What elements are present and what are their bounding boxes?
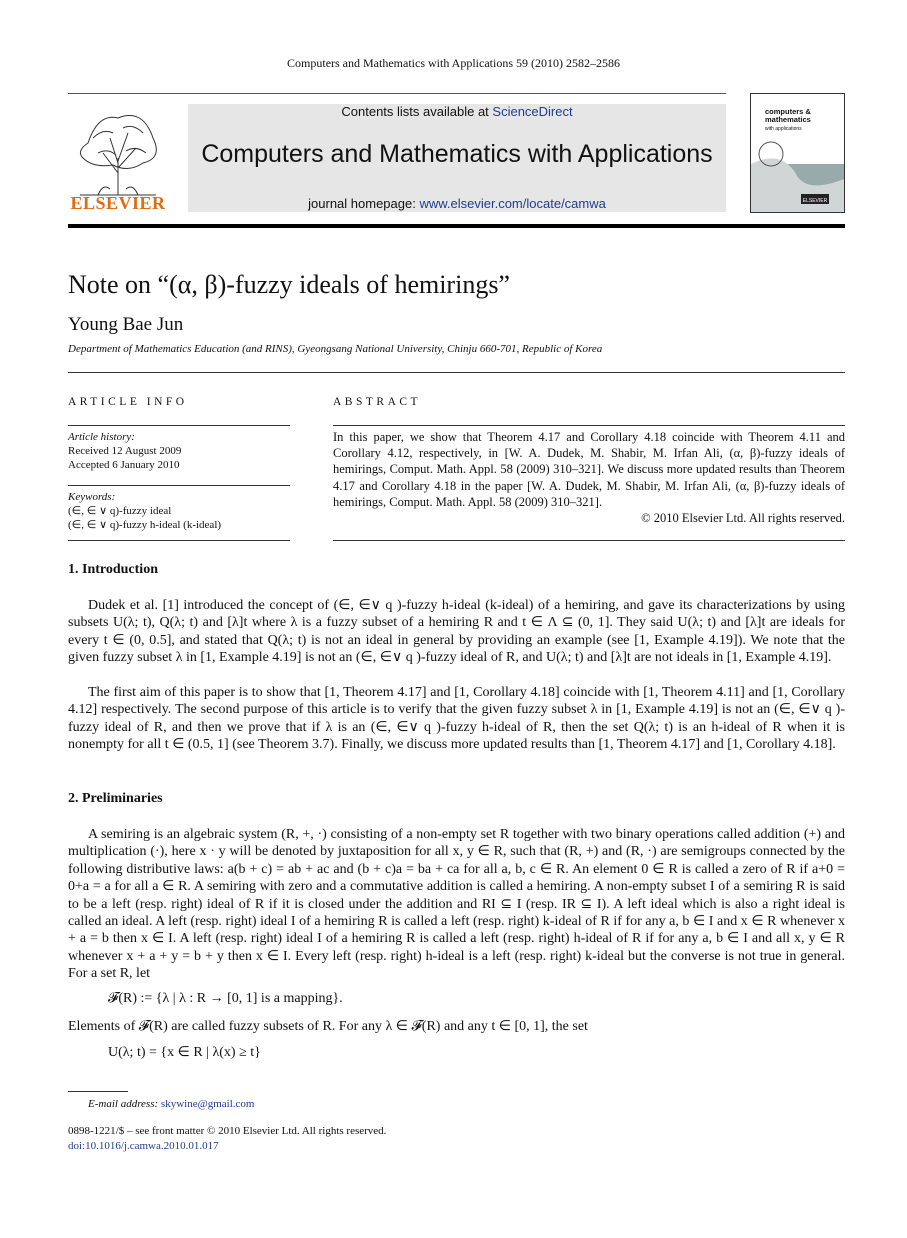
cover-subtitle: with applications xyxy=(765,126,802,132)
sciencedirect-link[interactable]: ScienceDirect xyxy=(492,104,573,119)
masthead-rule xyxy=(68,224,845,228)
article-title: Note on “(α, β)-fuzzy ideals of hemirings” xyxy=(68,270,510,299)
paragraph: Dudek et al. [1] introduced the concept of (∈, ∈∨ q )-fuzzy h-ideal (k-ideal) of a hemiring, and gave its characterizations by using subsets U(λ; t), Q(λ; t) and [λ]t where λ is a fuzzy subset of a hemiring R and t ∈ Λ ⊆ (0, 1]. They said U(λ; t) and [λ]t are ideals for every t ∈ (0, 0.5], and stated that Q(λ; t) is not an ideal in general by providing an example (see [1, Example 4.19]). We note that the given fuzzy subset λ in [1, Example 4.19] is not an (∈, ∈∨ q )-fuzzy ideal of R, and U(λ; t) and [λ]t are not ideals in [1, Example 4.19]. xyxy=(68,598,845,666)
abstract-rule xyxy=(333,425,845,426)
equation: 𝓕(R) := {λ | λ : R → [0, 1] is a mapping}. xyxy=(108,991,343,1006)
running-citation: Computers and Mathematics with Applications 59 (2010) 2582–2586 xyxy=(287,56,620,70)
journal-name: Computers and Mathematics with Applications xyxy=(201,140,713,168)
equation: U(λ; t) = {x ∈ R | λ(x) ≥ t} xyxy=(108,1045,261,1060)
homepage-line xyxy=(188,196,726,211)
keyword: (∈, ∈ ∨ q)-fuzzy h-ideal (k-ideal) xyxy=(68,519,222,532)
journal-masthead xyxy=(68,93,845,221)
abstract-body xyxy=(333,429,845,526)
keywords-label: Keywords: xyxy=(68,491,116,503)
author-email xyxy=(88,1098,254,1110)
history-label: Article history: xyxy=(68,431,135,443)
article-author: Young Bae Jun xyxy=(68,314,184,335)
contents-prefix: Contents lists available at xyxy=(341,104,493,119)
received-date: Received 12 August 2009 xyxy=(68,445,182,458)
journal-cover-image xyxy=(750,93,845,213)
email-link[interactable]: skywine@gmail.com xyxy=(160,1098,255,1110)
abstract-heading: ABSTRACT xyxy=(333,396,422,408)
info-rule xyxy=(68,485,290,486)
section-heading: 1. Introduction xyxy=(68,562,158,577)
affiliation-rule xyxy=(68,372,845,373)
info-rule xyxy=(68,425,290,426)
paragraph: The first aim of this paper is to show that [1, Theorem 4.17] and [1, Corollary 4.18] coincide with [1, Theorem 4.11] and [1, Corollary 4.12] respectively. The second purpose of this article is to verify that the given fuzzy subset λ in [1, Example 4.19] is not an (∈, ∈∨ q )-fuzzy ideal of R, and then we prove that if λ is an (∈, ∈∨ q )-fuzzy h-ideal of R, then the set Q(λ; t) is an h-ideal of R when it is nonempty for all t ∈ (0.5, 1] (see Theorem 3.7). Finally, we discuss more updated results than [1, Theorem 4.17] and [1, Corollary 4.18]. xyxy=(68,685,845,753)
front-matter-notice: 0898-1221/$ – see front matter © 2010 Elsevier Ltd. All rights reserved. xyxy=(68,1125,387,1137)
journal-banner xyxy=(188,104,726,212)
abstract-bottom-rule xyxy=(333,540,845,541)
keywords xyxy=(68,490,221,533)
author-affiliation: Department of Mathematics Education (and RINS), Gyeongsang National University, Chinju 660-701, Republic of Korea xyxy=(68,343,603,355)
section-heading: 2. Preliminaries xyxy=(68,791,163,806)
article-info-heading: ARTICLE INFO xyxy=(68,396,188,408)
accepted-date: Accepted 6 January 2010 xyxy=(68,459,180,472)
homepage-link[interactable]: www.elsevier.com/locate/camwa xyxy=(419,196,606,211)
homepage-prefix: journal homepage: xyxy=(308,196,420,211)
paragraph: A semiring is an algebraic system (R, +, ·) consisting of a non-empty set R together with two binary operations called addition (+) and multiplication (·), here x · y will be denoted by juxtaposition for all x, y ∈ R, such that (R, +) and (R, ·) are semigroups connected by the following distributive laws: a(b + c) = ab + ac and (b + c)a = ba + ca for all a, b, c ∈ R. An element 0 ∈ R is called a zero of R if a+0 = 0+a = a for all a ∈ R. A semiring with zero and a commutative addition is called a hemiring. A non-empty subset I of a semiring R is said to be a left (resp. right) ideal of R if it is closed under the addition and RI ⊆ I (resp. IR ⊆ I). A left ideal which is also a right ideal is called an ideal. A left (resp. right) ideal I of a hemiring R is called a left (resp. right) k-ideal of R if for any a, b ∈ I and x ∈ R whenever x + a = b then x ∈ I. A left (resp. right) ideal I of a hemiring R is called a left (resp. right) h-ideal of R if for any a, b ∈ I and all x, y ∈ R whenever x + a + y = b + y then x ∈ I. Every left (resp. right) h-ideal is a left (resp. right) k-ideal but the converse is not true in general. For a set R, let xyxy=(68,827,845,982)
article-history xyxy=(68,430,181,473)
footnote-rule xyxy=(68,1091,128,1092)
cover-title: computers & mathematics xyxy=(765,107,811,124)
info-rule xyxy=(68,540,290,541)
cover-publisher: ELSEVIER xyxy=(802,198,828,204)
copyright-notice: © 2010 Elsevier Ltd. All rights reserved. xyxy=(641,511,845,526)
doi-link[interactable]: doi:10.1016/j.camwa.2010.01.017 xyxy=(68,1140,219,1152)
abstract-text: In this paper, we show that Theorem 4.17 and Corollary 4.18 coincide with Theorem 4.11 and Corollary 4.12, respectively, in [W. A. Dudek, M. Shabir, M. Irfan Ali, (α, β)-fuzzy ideals of hemirings, Comput. Math. Appl. 58 (2009) 310–321]. We discuss more updated results than Theorem 4.17 and Corollary 4.18 in the paper [W. A. Dudek, M. Shabir, M. Irfan Ali, (α, β)-fuzzy ideals of hemirings, Comput. Math. Appl. 58 (2009) 310–321]. xyxy=(333,430,845,509)
keyword: (∈, ∈ ∨ q)-fuzzy ideal xyxy=(68,505,172,518)
elsevier-wordmark: ELSEVIER xyxy=(70,193,166,213)
paragraph: Elements of 𝓕(R) are called fuzzy subsets of R. For any λ ∈ 𝓕(R) and any t ∈ [0, 1], the set xyxy=(68,1019,588,1034)
email-label: E-mail address: xyxy=(88,1098,161,1110)
contents-line xyxy=(188,104,726,119)
